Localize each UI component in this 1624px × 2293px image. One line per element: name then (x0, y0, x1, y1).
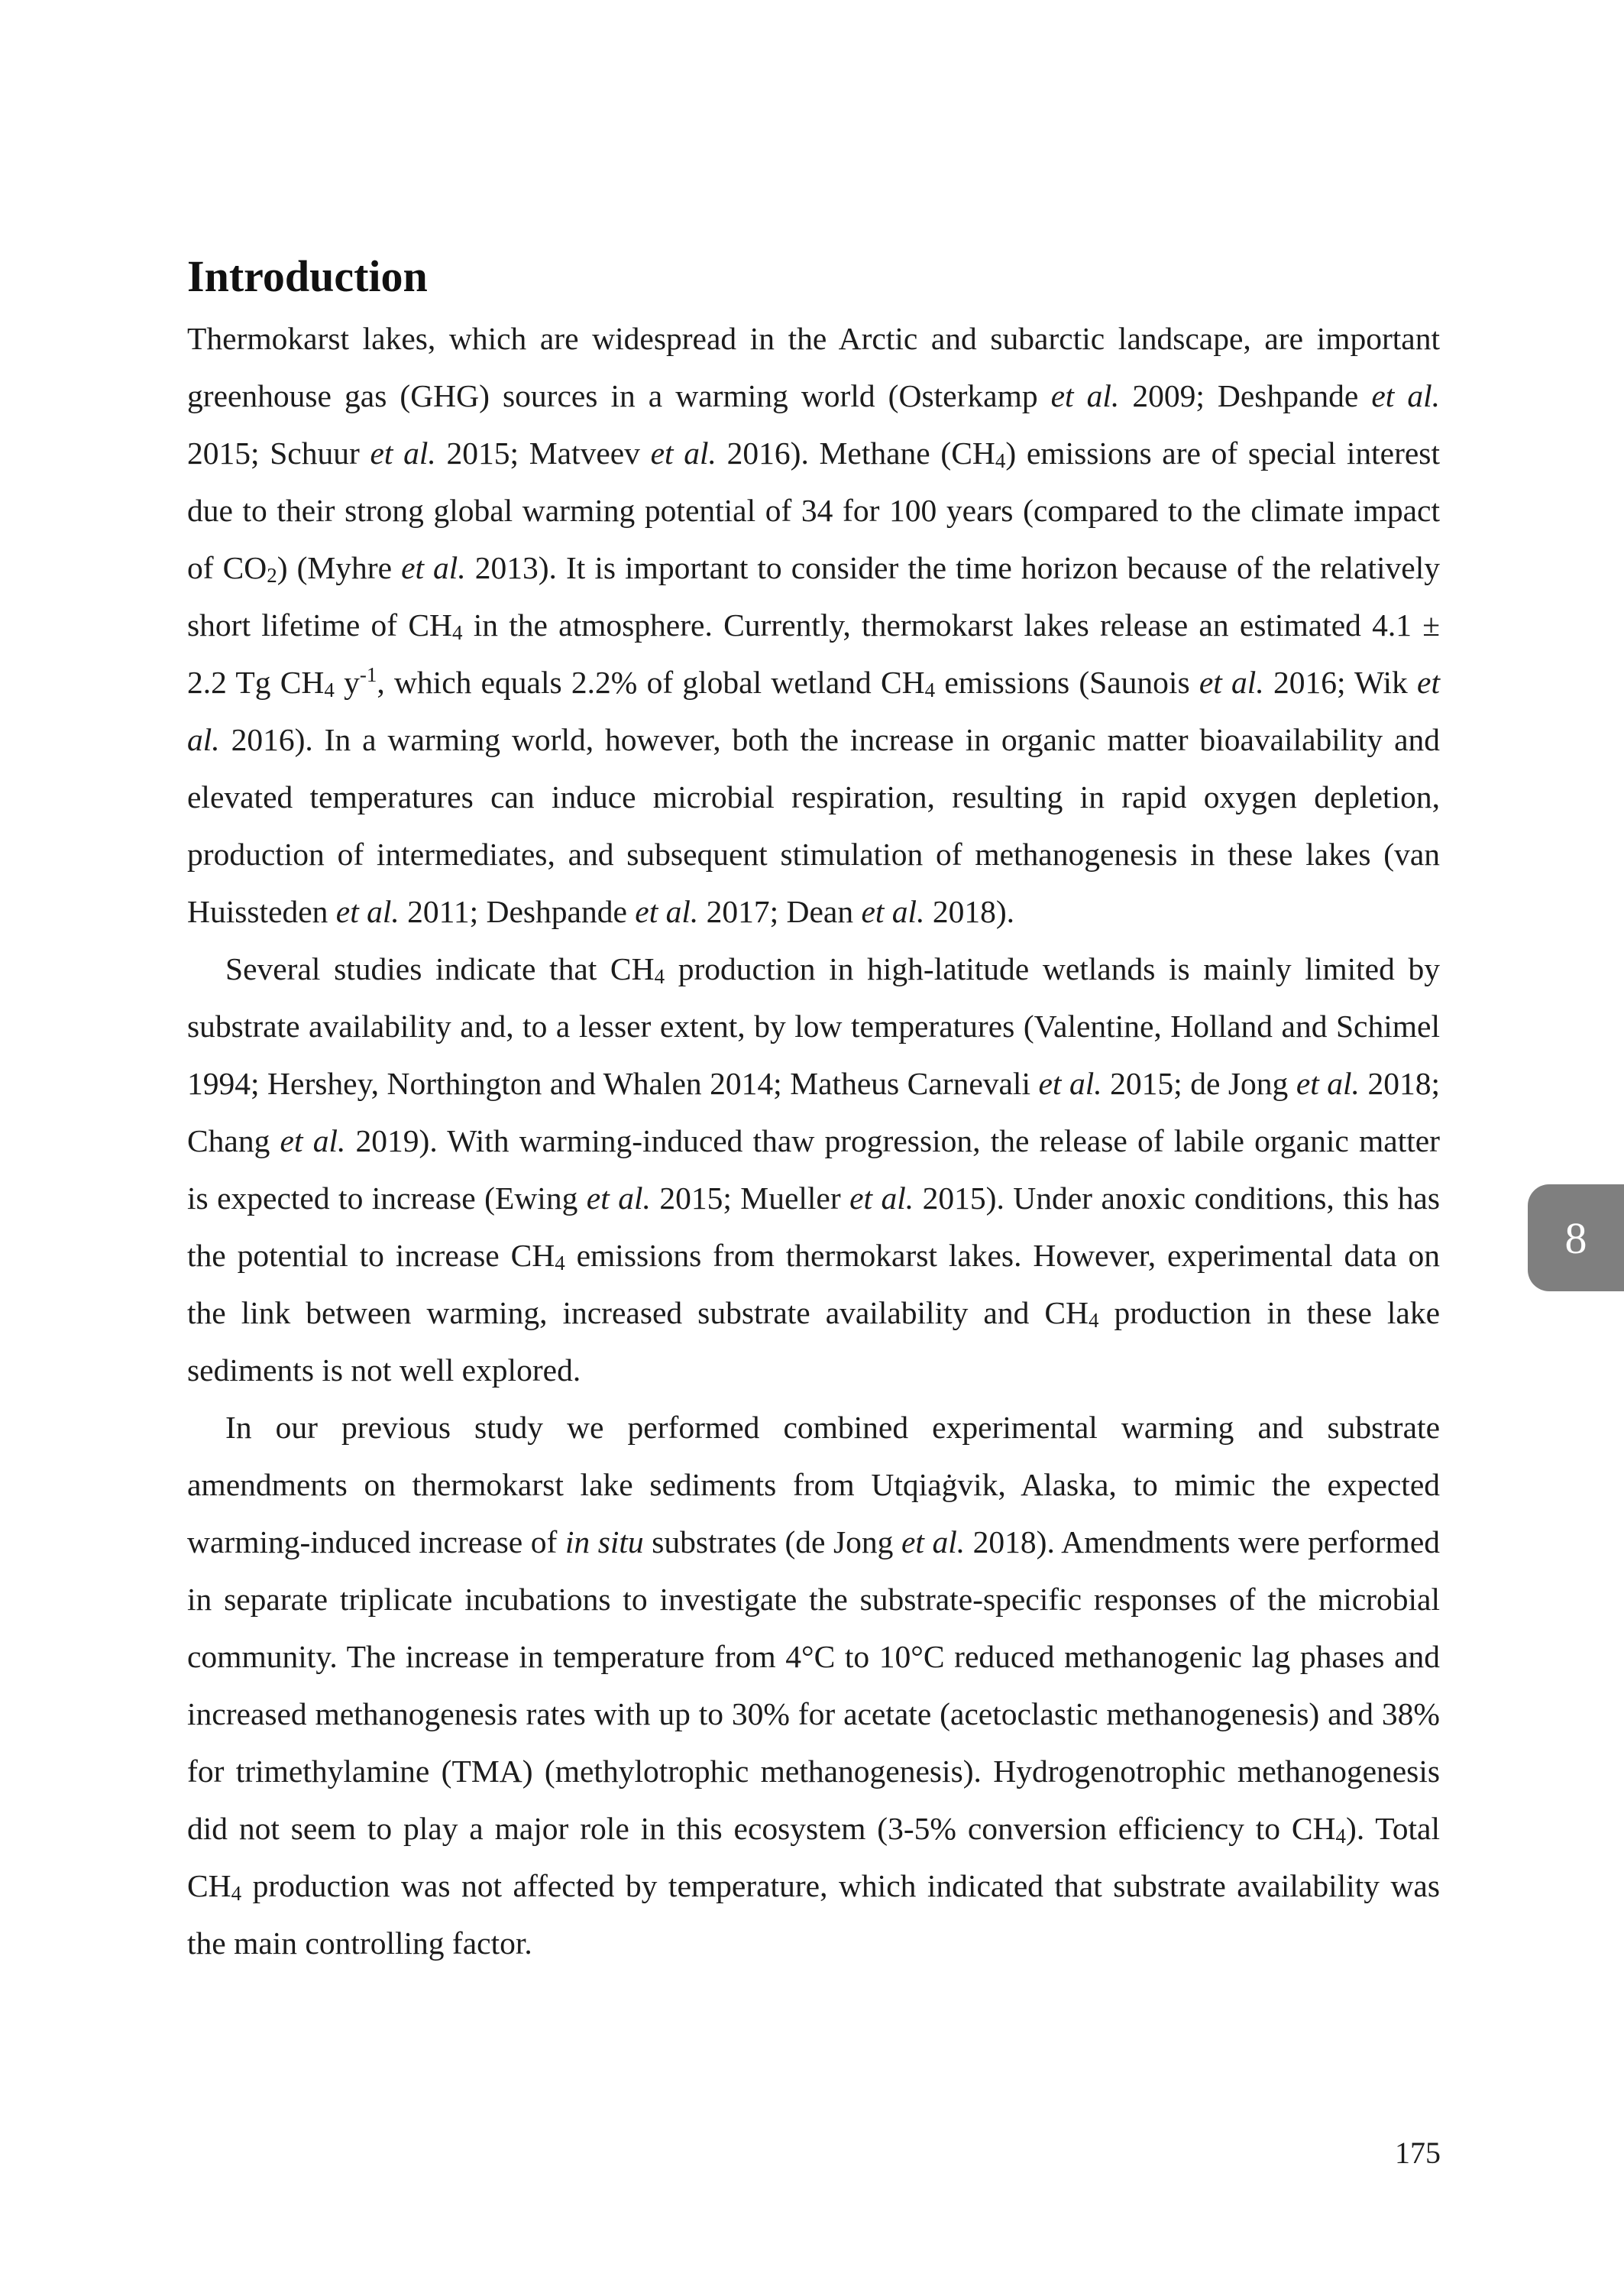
italic-text: et al. (280, 1123, 346, 1158)
section-heading: Introduction (187, 251, 428, 301)
text-run: 2015; Mueller (650, 1181, 850, 1216)
text-run: 2016). In a warming world, however, both the increase in organic matter bioavailability and elevated temperatures can induce microbial respiration, resulting in rapid oxygen depletion, production of intermediates, and subsequent stimulation of methanogenesis in these lakes (van Huissteden (187, 722, 1440, 929)
italic-text: et al. (370, 436, 436, 471)
text-run: ) (Myhre (277, 550, 402, 585)
text-run: ). Total CH (187, 1811, 1440, 1903)
subscript: 4 (555, 1252, 565, 1275)
text-run: ) emissions are of special interest due to their strong global warming potential of 34 for 100 years (compared to the climate impact of CO (187, 436, 1440, 585)
subscript: 4 (924, 679, 936, 702)
text-run: 2015; Matveev (435, 436, 651, 471)
text-run: 2013). It is important to consider the time horizon because of the relatively short lifetime of CH (187, 550, 1440, 643)
italic-text: et al. (635, 894, 699, 929)
text-run: 2016; Wik (1263, 665, 1418, 700)
text-run: 2017; Dean (698, 894, 862, 929)
italic-text: et al. (187, 665, 1440, 757)
italic-text: et al. (650, 436, 717, 471)
text-run: y (334, 665, 360, 700)
text-run: 2019). With warming-induced thaw progression, the release of labile organic matter is expected to increase (Ewing (187, 1123, 1440, 1216)
superscript: -1 (359, 663, 377, 687)
paragraph-2 (187, 941, 1440, 1399)
italic-text: et al. (1038, 1066, 1102, 1101)
text-run: Several studies indicate that CH (225, 951, 655, 986)
text-run: Thermokarst lakes, which are widespread in the Arctic and subarctic landscape, are important greenhouse gas (GHG) sources in a warming world (Osterkamp (187, 321, 1440, 413)
text-run: in the atmosphere. Currently, thermokarst lakes release an estimated 4.1 ± 2.2 Tg CH (187, 607, 1440, 700)
subscript: 4 (452, 621, 463, 645)
italic-text: et al. (1371, 378, 1440, 413)
text-run: 2015; de Jong (1102, 1066, 1296, 1101)
page-content (187, 246, 1440, 1972)
text-run: emissions from thermokarst lakes. However, experimental data on the link between warming, increased substrate availability and CH (187, 1238, 1440, 1330)
paragraph-1 (187, 310, 1440, 941)
text-run: 2018; Chang (187, 1066, 1440, 1158)
text-run: , which equals 2.2% of global wetland CH (377, 665, 925, 700)
chapter-tab: 8 (1528, 1184, 1624, 1291)
text-run: substrates (de Jong (643, 1524, 901, 1559)
italic-text: et al. (401, 550, 466, 585)
text-run: production in high-latitude wetlands is mainly limited by substrate availability and, to a lesser extent, by low temperatures (Valentine, Holland and Schimel 1994; Hershey, Northington and Whalen 2014; Matheus Carnevali (187, 951, 1441, 1101)
text-run: In our previous study we performed combined experimental warming and substrate amendments on thermokarst lake sediments from Utqiaġvik, Alaska, to mimic the expected warming-induced increase of (187, 1410, 1440, 1559)
text-run: 2018). (924, 894, 1015, 929)
text-run: production in these lake sediments is not well explored. (187, 1295, 1441, 1388)
italic-text: et al. (586, 1181, 651, 1216)
text-run: 2009; Deshpande (1119, 378, 1372, 413)
subscript: 4 (1335, 1825, 1347, 1848)
subscript: 2 (267, 564, 277, 588)
italic-text: et al. (335, 894, 400, 929)
subscript: 4 (1089, 1309, 1099, 1333)
subscript: 4 (231, 1882, 242, 1906)
italic-text: et al. (1050, 378, 1120, 413)
page-number: 175 (1395, 2136, 1441, 2170)
subscript: 4 (324, 679, 335, 702)
text-run: 2015; Schuur (187, 436, 370, 471)
text-run: 2011; Deshpande (399, 894, 636, 929)
italic-text: et al. (1296, 1066, 1360, 1101)
italic-text: et al. (861, 894, 925, 929)
paragraph-3 (187, 1399, 1440, 1972)
text-run: emissions (Saunois (935, 665, 1199, 700)
text-run: 2016). Methane (CH (716, 436, 995, 471)
italic-text: et al. (1199, 665, 1264, 700)
subscript: 4 (654, 965, 665, 989)
italic-text: et al. (849, 1181, 914, 1216)
subscript: 4 (995, 449, 1006, 473)
text-run: 2018). Amendments were performed in separate triplicate incubations to investigate the substrate-specific responses of the microbial community. The increase in temperature from 4°C to 10°C reduced methanogenic lag phases and increased methanogenesis rates with up to 30% for acetate (acetoclastic methanogenesis) and 38% for trimethylamine (TMA) (methylotrophic methanogenesis). Hydrogenotrophic methanogenesis did not seem to play a major role in this ecosystem (3-5% conversion efficiency to CH (187, 1524, 1440, 1846)
text-run: 2015). Under anoxic conditions, this has the potential to increase CH (187, 1181, 1440, 1273)
text-run: production was not affected by temperature, which indicated that substrate availability was the main controlling factor. (187, 1868, 1440, 1961)
italic-text: et al. (901, 1524, 966, 1559)
italic-text: in situ (565, 1524, 644, 1559)
